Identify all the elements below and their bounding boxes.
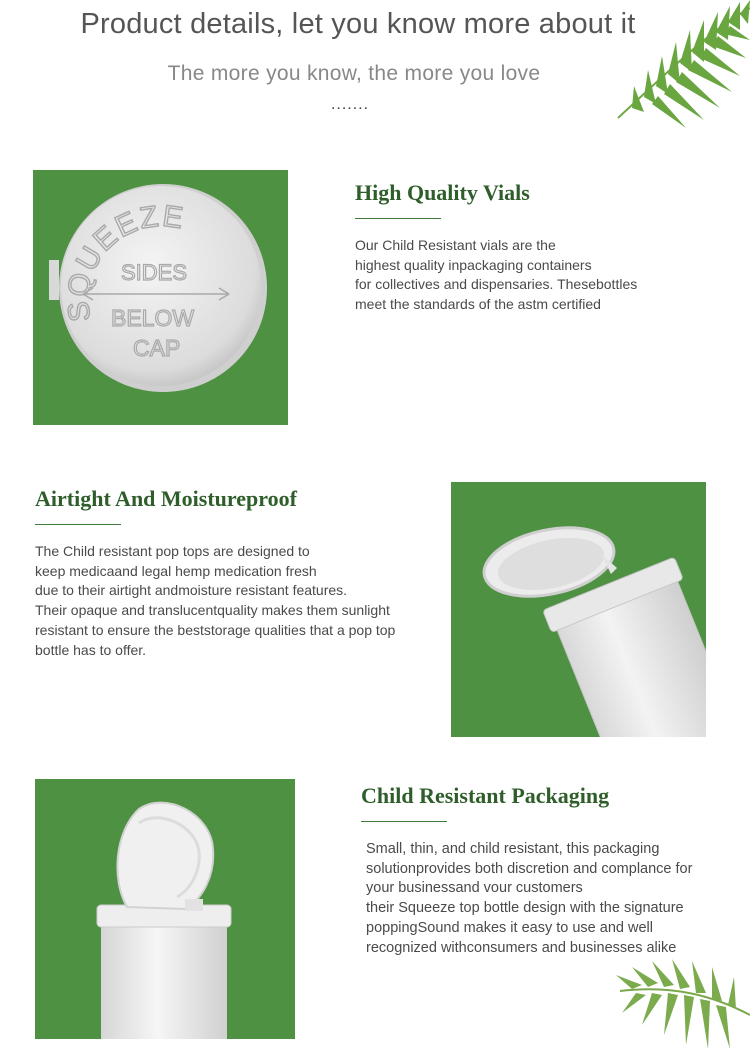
section-divider bbox=[361, 821, 447, 822]
body-line: poppingSound makes it easy to use and well bbox=[366, 919, 653, 936]
body-line: their Squeeze top bottle design with the signature bbox=[366, 900, 684, 917]
cap-photo bbox=[33, 170, 288, 425]
body-line: Their opaque and translucentquality makes them sunlight bbox=[35, 602, 390, 619]
body-line: keep medicaand legal hemp medication fresh bbox=[35, 562, 317, 579]
section-divider bbox=[35, 524, 121, 525]
body-line: meet the standards of the astm certified bbox=[355, 296, 601, 313]
body-line: bottle has to offer. bbox=[35, 641, 147, 658]
page-title: Product details, let you know more about it bbox=[80, 8, 636, 40]
palm-leaf-bottom-right bbox=[612, 955, 750, 1049]
body-line: for collectives and dispensaries. Thesebottles bbox=[355, 276, 638, 293]
section-body-airtight bbox=[35, 542, 395, 660]
body-line: due to their airtight andmoisture resistant features. bbox=[35, 582, 348, 599]
body-line: recognized withconsumers and businesses alike bbox=[366, 939, 677, 956]
pop-top-upright-illustration bbox=[35, 779, 295, 1039]
section-title-airtight: Airtight And Moistureproof bbox=[35, 486, 297, 511]
squeeze-cap-illustration bbox=[33, 170, 288, 425]
body-line: Our Child Resistant vials are the bbox=[355, 237, 556, 253]
pop-top-upright-photo bbox=[35, 779, 295, 1039]
cap-text-sides: SIDES bbox=[121, 260, 188, 285]
body-line: Small, thin, and child resistant, this packaging bbox=[366, 841, 660, 857]
title-dots-divider: ....... bbox=[330, 96, 370, 113]
body-line: resistant to ensure the beststorage qualities that a pop top bbox=[35, 621, 396, 638]
body-line: highest quality inpackaging containers bbox=[355, 256, 592, 273]
pop-top-open-photo bbox=[451, 482, 706, 737]
section-divider bbox=[355, 218, 441, 219]
body-line: The Child resistant pop tops are designed to bbox=[35, 543, 310, 559]
pop-top-vial-illustration bbox=[451, 482, 706, 737]
section-body-high-quality-vials bbox=[355, 236, 637, 315]
cap-text-cap: CAP bbox=[133, 335, 181, 361]
section-body-child-resistant bbox=[366, 840, 692, 958]
cap-text-below: BELOW bbox=[111, 305, 195, 331]
cap-arc-text: SQUEEZE bbox=[61, 199, 188, 324]
body-line: your businessand vour customers bbox=[366, 880, 583, 897]
body-line: solutionprovides both discretion and complance for bbox=[366, 860, 693, 877]
section-title-high-quality-vials: High Quality Vials bbox=[355, 180, 530, 205]
page-subtitle: The more you know, the more you love bbox=[167, 62, 541, 85]
section-title-child-resistant: Child Resistant Packaging bbox=[361, 783, 610, 808]
